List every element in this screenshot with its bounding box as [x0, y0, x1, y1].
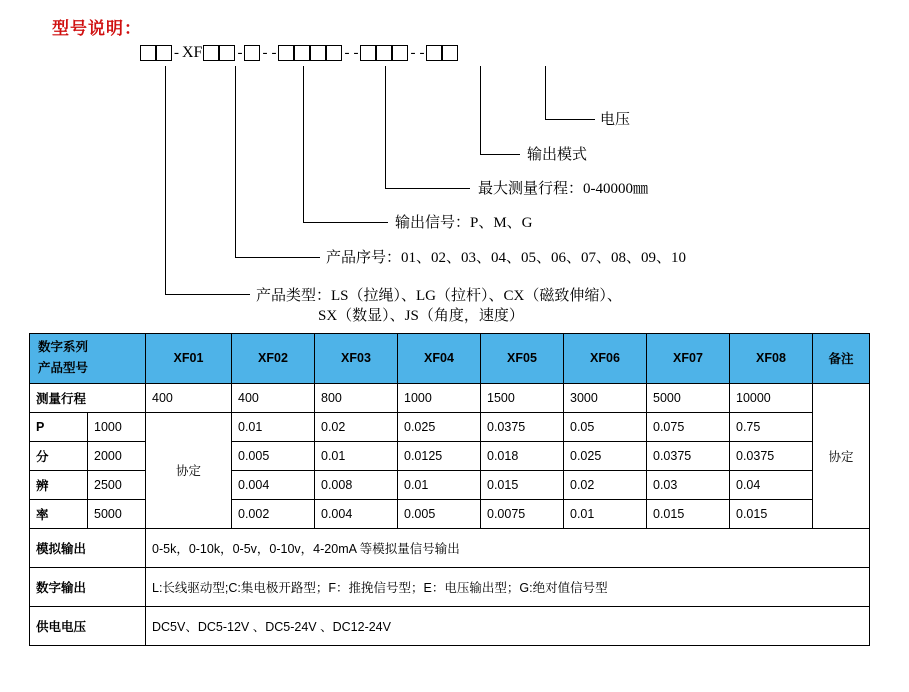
table-row-digital-output — [30, 567, 870, 606]
code-group-range — [278, 45, 342, 61]
page-title: 型号说明： — [52, 19, 142, 38]
leader-line-voltage-vertical — [545, 66, 546, 119]
stroke-xf03: 800 — [315, 383, 398, 412]
table-corner-line1: 数字系列 — [38, 340, 89, 354]
code-box — [442, 45, 458, 61]
code-dash: - — [344, 44, 350, 61]
row-label-digital-output: 数字输出 — [30, 567, 146, 606]
code-dash: - — [174, 44, 179, 61]
code-box — [294, 45, 310, 61]
resolution-p-1000: 1000 — [88, 412, 146, 441]
code-box — [244, 45, 260, 61]
table-header-xf06: XF06 — [564, 334, 647, 384]
leader-line-serial-horizontal — [235, 257, 320, 258]
resolution-xf03-5000: 0.004 — [315, 499, 398, 528]
leader-line-output-signal-horizontal — [303, 222, 388, 223]
resolution-xf07-1000: 0.075 — [647, 412, 730, 441]
resolution-xf07-2000: 0.0375 — [647, 441, 730, 470]
code-box — [360, 45, 376, 61]
resolution-xf06-1000: 0.05 — [564, 412, 647, 441]
resolution-xf05-2500: 0.015 — [481, 470, 564, 499]
stroke-xf06: 3000 — [564, 383, 647, 412]
code-box — [203, 45, 219, 61]
table-header-xf05: XF05 — [481, 334, 564, 384]
leader-line-type-horizontal — [165, 294, 250, 295]
resolution-xf04-5000: 0.005 — [398, 499, 481, 528]
code-box — [392, 45, 408, 61]
resolution-label-char-1: 分 — [30, 441, 88, 470]
resolution-xf03-1000: 0.02 — [315, 412, 398, 441]
leader-line-max-range-vertical — [385, 66, 386, 188]
resolution-xf07-5000: 0.015 — [647, 499, 730, 528]
stroke-xf08: 10000 — [730, 383, 813, 412]
resolution-xf03-2000: 0.01 — [315, 441, 398, 470]
leader-line-output-mode-horizontal — [480, 154, 520, 155]
code-dash: - — [353, 44, 359, 61]
code-box — [156, 45, 172, 61]
leader-line-max-range-horizontal — [385, 188, 470, 189]
leader-label-output-mode: 输出模式 — [527, 147, 588, 163]
stroke-xf05: 1500 — [481, 383, 564, 412]
leader-label-type: 产品类型：LS（拉绳）、LG（拉杆）、CX（磁致伸缩）、 — [256, 288, 622, 304]
table-row-stroke — [30, 383, 870, 412]
resolution-xf02-5000: 0.002 — [232, 499, 315, 528]
remark-merged: 协定 — [813, 383, 870, 528]
resolution-xf04-2000: 0.0125 — [398, 441, 481, 470]
resolution-xf06-5000: 0.01 — [564, 499, 647, 528]
leader-line-type-vertical — [165, 66, 166, 294]
resolution-xf07-2500: 0.03 — [647, 470, 730, 499]
leader-line-output-mode-vertical — [480, 66, 481, 154]
resolution-xf02-2500: 0.004 — [232, 470, 315, 499]
resolution-xf06-2000: 0.025 — [564, 441, 647, 470]
resolution-p-2500: 2500 — [88, 470, 146, 499]
model-code-row — [140, 40, 458, 66]
resolution-xf01-merged: 协定 — [146, 412, 232, 528]
code-xf-label: XF — [182, 44, 203, 61]
leader-line-voltage-horizontal — [545, 119, 595, 120]
resolution-p-5000: 5000 — [88, 499, 146, 528]
code-box — [278, 45, 294, 61]
resolution-xf05-2000: 0.018 — [481, 441, 564, 470]
stroke-xf07: 5000 — [647, 383, 730, 412]
resolution-xf02-1000: 0.01 — [232, 412, 315, 441]
leader-label-output-signal: 输出信号：P、M、G — [395, 215, 533, 231]
resolution-xf06-2500: 0.02 — [564, 470, 647, 499]
resolution-label-char-2: 辨 — [30, 470, 88, 499]
leader-label-max-range: 最大测量行程：0-40000㎜ — [478, 181, 648, 197]
resolution-xf04-1000: 0.025 — [398, 412, 481, 441]
resolution-xf05-1000: 0.0375 — [481, 412, 564, 441]
resolution-xf08-2500: 0.04 — [730, 470, 813, 499]
leader-label-voltage: 电压 — [600, 112, 631, 128]
code-dash: - — [271, 44, 277, 61]
table-header-xf01: XF01 — [146, 334, 232, 384]
leader-line-output-signal-vertical — [303, 66, 304, 222]
resolution-xf08-2000: 0.0375 — [730, 441, 813, 470]
stroke-xf04: 1000 — [398, 383, 481, 412]
table-corner-cell — [30, 334, 146, 384]
stroke-xf02: 400 — [232, 383, 315, 412]
row-label-supply-voltage: 供电电压 — [30, 606, 146, 645]
leader-label-type-line2: SX（数显）、JS（角度，速度） — [318, 308, 524, 324]
stroke-xf01: 400 — [146, 383, 232, 412]
table-header-xf08: XF08 — [730, 334, 813, 384]
resolution-p-2000: 2000 — [88, 441, 146, 470]
code-group-serial — [203, 45, 235, 61]
table-row-resolution-1 — [30, 412, 870, 441]
code-dash: - — [410, 44, 416, 61]
table-header-xf03: XF03 — [315, 334, 398, 384]
resolution-label-char-3: 率 — [30, 499, 88, 528]
leader-line-serial-vertical — [235, 66, 236, 257]
resolution-xf04-2500: 0.01 — [398, 470, 481, 499]
row-label-stroke: 测量行程 — [30, 383, 146, 412]
code-group-output-mode — [360, 45, 408, 61]
resolution-xf02-2000: 0.005 — [232, 441, 315, 470]
code-box — [310, 45, 326, 61]
row-label-analog-output: 模拟输出 — [30, 528, 146, 567]
code-box — [219, 45, 235, 61]
table-row-supply-voltage — [30, 606, 870, 645]
code-dash: - — [237, 44, 243, 61]
table-header-remark: 备注 — [813, 334, 870, 384]
code-box — [326, 45, 342, 61]
code-group-voltage — [426, 45, 458, 61]
code-group-type — [140, 45, 172, 61]
resolution-xf05-5000: 0.0075 — [481, 499, 564, 528]
resolution-xf08-1000: 0.75 — [730, 412, 813, 441]
table-header-xf04: XF04 — [398, 334, 481, 384]
resolution-label-char-0: P — [30, 412, 88, 441]
table-header-xf07: XF07 — [647, 334, 730, 384]
table-corner-line2: 产品型号 — [38, 361, 89, 376]
row-value-supply-voltage: DC5V、DC5-12V 、DC5-24V 、DC12-24V — [146, 606, 870, 645]
resolution-xf03-2500: 0.008 — [315, 470, 398, 499]
spec-table — [29, 333, 870, 646]
code-box — [140, 45, 156, 61]
code-group-signal — [244, 45, 260, 61]
code-box — [426, 45, 442, 61]
row-value-analog-output: 0-5k，0-10k，0-5v，0-10v，4-20mA 等模拟量信号输出 — [146, 528, 870, 567]
code-dash: - — [419, 44, 425, 61]
code-dash: - — [262, 44, 268, 61]
code-box — [376, 45, 392, 61]
table-row-analog-output — [30, 528, 870, 567]
leader-label-serial: 产品序号：01、02、03、04、05、06、07、08、09、10 — [326, 250, 687, 266]
table-header-xf02: XF02 — [232, 334, 315, 384]
row-value-digital-output: L:长线驱动型;C:集电极开路型；F：推挽信号型；E：电压输出型；G:绝对值信号型 — [146, 567, 870, 606]
resolution-xf08-5000: 0.015 — [730, 499, 813, 528]
